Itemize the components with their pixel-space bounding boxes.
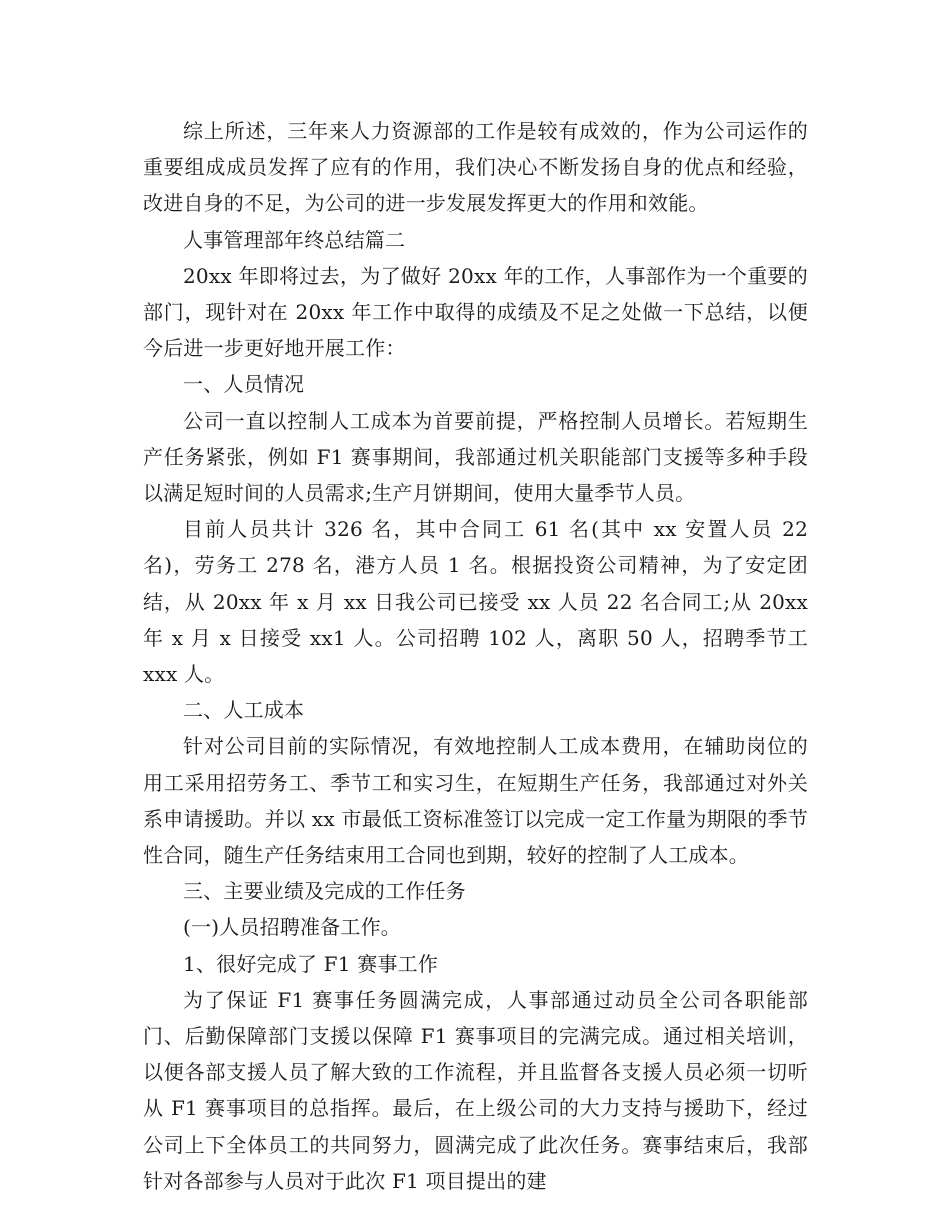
- document-body: [143, 113, 808, 1199]
- heading-staffing: 一、人员情况: [183, 372, 305, 397]
- paragraph-labor-cost: 针对公司目前的实际情况，有效地控制人工成本费用，在辅助岗位的用工采用招劳务工、季节工和实习生，在短期生产任务，我部通过对外关系申请援助。并以 xx 市最低工资标准签订以完成一定工作量为期限的季节性合同，随生产任务结束用工合同也到期，较好的控制了人工成本。: [143, 734, 808, 868]
- subheading-recruitment: (一)人员招聘准备工作。: [183, 915, 402, 940]
- heading-labor-cost: 二、人工成本: [183, 698, 305, 723]
- paragraph-summary: 综上所述，三年来人力资源部的工作是较有成效的，作为公司运作的重要组成成员发挥了应有的作用，我们决心不断发扬自身的优点和经验，改进自身的不足，为公司的进一步发展发挥更大的作用和效能。: [143, 119, 808, 216]
- heading-achievements: 三、主要业绩及完成的工作任务: [183, 879, 466, 904]
- paragraph-staffing-control: 公司一直以控制人工成本为首要前提，严格控制人员增长。若短期生产任务紧张，例如 F1 赛事期间，我部通过机关职能部门支援等多种手段以满足短时间的人员需求;生产月饼期间，使用大量季节人员。: [143, 408, 808, 506]
- section-title-part-two: 人事管理部年终总结篇二: [183, 227, 406, 252]
- subheading-f1-event: 1、很好完成了 F1 赛事工作: [183, 951, 439, 976]
- paragraph-staff-numbers: 目前人员共计 326 名，其中合同工 61 名(其中 xx 安置人员 22 名)，劳务工 278 名，港方人员 1 名。根据投资公司精神，为了安定团结，从 20xx 年 x 月 xx 日我公司已接受 xx 人员 22 名合同工;从 20xx 年 x 月 x 日接受 xx1 人。公司招聘 102 人，离职 50 人，招聘季节工 xxx 人。: [143, 517, 808, 687]
- paragraph-intro: 20xx 年即将过去，为了做好 20xx 年的工作，人事部作为一个重要的部门，现针对在 20xx 年工作中取得的成绩及不足之处做一下总结，以便今后进一步更好地开展工作：: [143, 263, 808, 361]
- paragraph-f1-event: 为了保证 F1 赛事任务圆满完成，人事部通过动员全公司各职能部门、后勤保障部门支援以保障 F1 赛事项目的完满完成。通过相关培训，以便各部支援人员了解大致的工作流程，并且监督各支援人员必须一切听从 F1 赛事项目的总指挥。最后，在上级公司的大力支持与援助下，经过公司上下全体员工的共同努力，圆满完成了此次任务。赛事结束后，我部针对各部参与人员对于此次 F1 项目提出的建: [143, 987, 808, 1193]
